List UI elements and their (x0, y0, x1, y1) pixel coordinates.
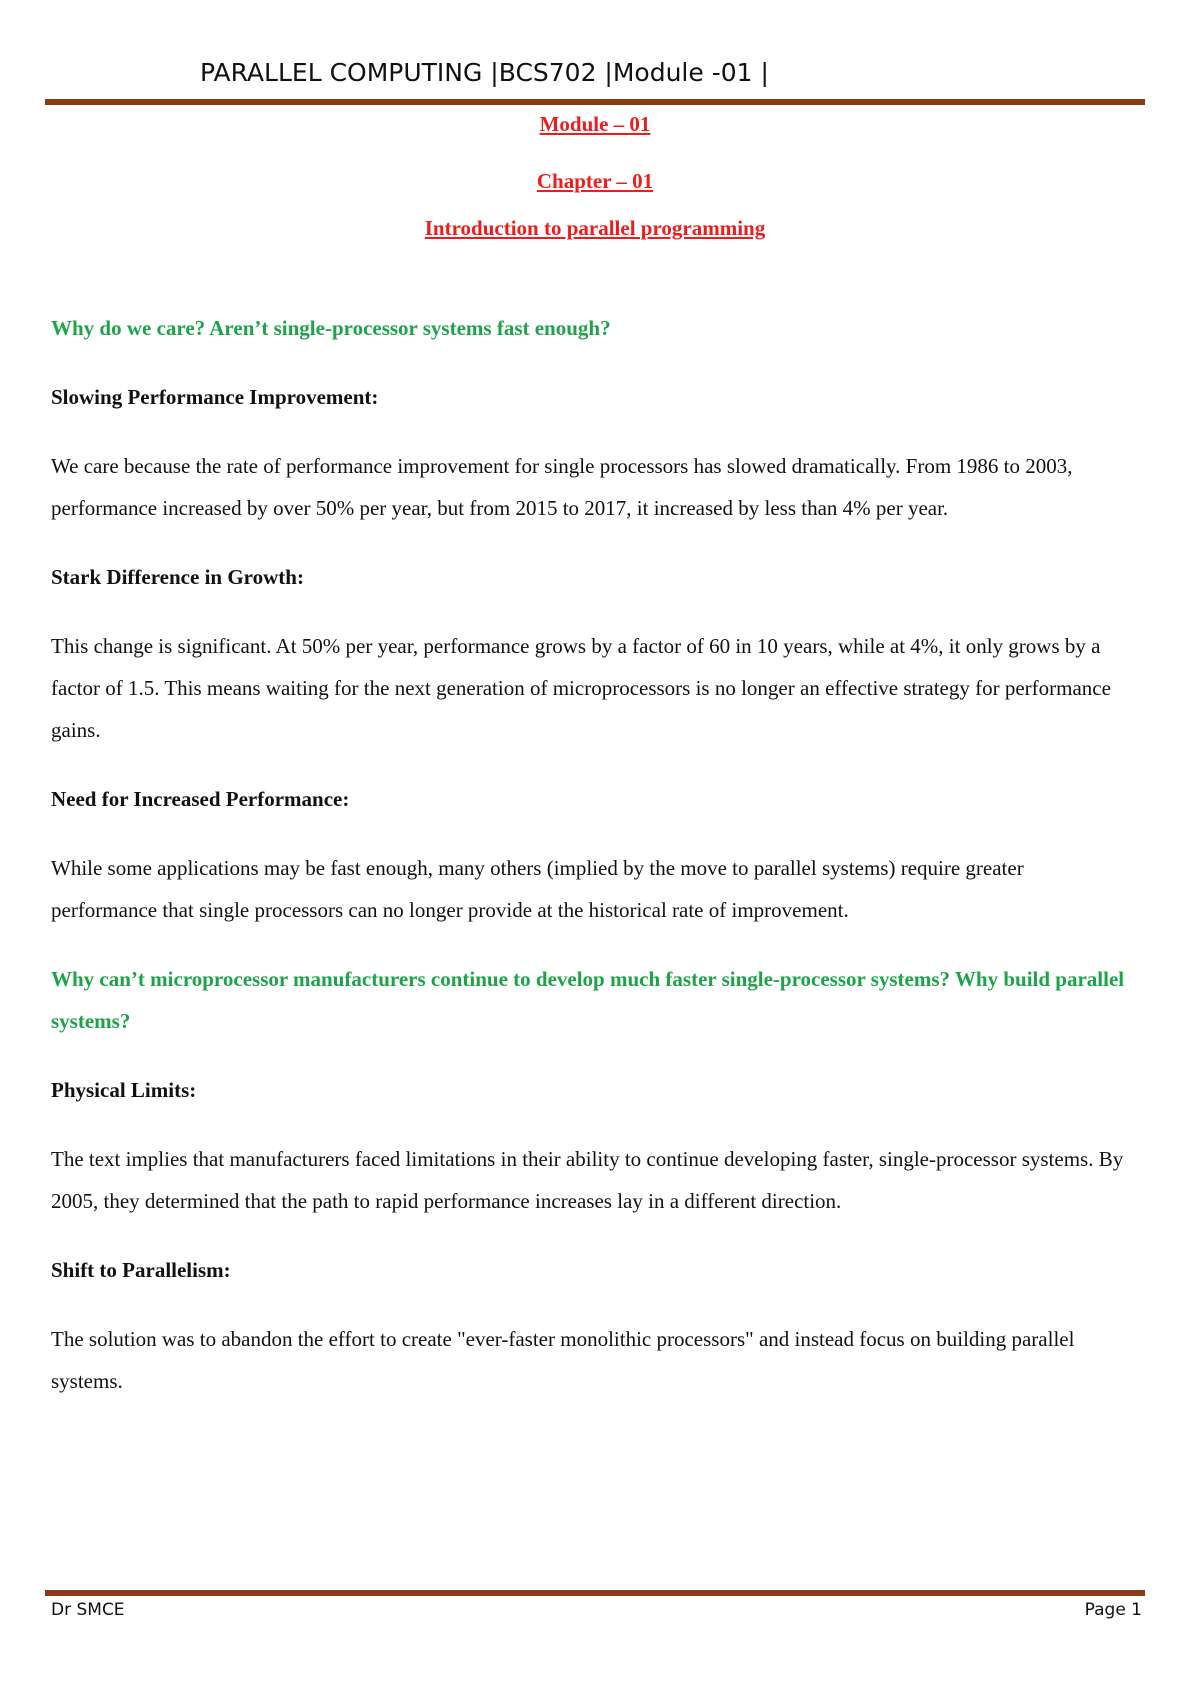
header-divider (45, 99, 1145, 105)
module-heading: Module – 01 (539, 112, 651, 136)
paragraph: While some applications may be fast enough, many others (implied by the move to parallel systems) require greater performance that single processors can no longer provide at the historical rate of improvement. (51, 856, 1024, 922)
paragraph: This change is significant. At 50% per year, performance grows by a factor of 60 in 10 years, while at 4%, it only grows by a factor of 1.5. This means waiting for the next generation of microprocessors is no longer an effective strategy for performance gains. (51, 634, 1111, 742)
paragraph: The text implies that manufacturers faced limitations in their ability to continue developing faster, single-processor systems. By 2005, they determined that the path to rapid performance increases lay in a different direction. (51, 1147, 1124, 1213)
header-title: PARALLEL COMPUTING |BCS702 |Module -01 | (200, 58, 769, 87)
sub-heading: Slowing Performance Improvement: (51, 385, 379, 409)
sub-heading: Shift to Parallelism: (51, 1258, 231, 1282)
footer-divider (45, 1590, 1145, 1596)
section-why-parallel (51, 958, 1131, 1402)
intro-heading: Introduction to parallel programming (424, 216, 766, 240)
section-question: Why can’t microprocessor manufacturers continue to develop much faster single-processor systems? Why build parallel systems? (51, 967, 1125, 1033)
paragraph: The solution was to abandon the effort to create "ever-faster monolithic processors" and instead focus on building parallel systems. (51, 1327, 1075, 1393)
document-body (51, 307, 1131, 1429)
sub-heading: Stark Difference in Growth: (51, 565, 304, 589)
paragraph: We care because the rate of performance improvement for single processors has slowed dramatically. From 1986 to 2003, performance increased by over 50% per year, but from 2015 to 2017, it increased by less than 4% per year. (51, 454, 1073, 520)
sub-heading: Physical Limits: (51, 1078, 197, 1102)
sub-heading: Need for Increased Performance: (51, 787, 350, 811)
chapter-heading: Chapter – 01 (536, 169, 654, 193)
footer-author: Dr SMCE (51, 1600, 125, 1620)
section-why-care (51, 307, 1131, 931)
page-number: Page 1 (1084, 1600, 1142, 1620)
section-question: Why do we care? Aren’t single-processor systems fast enough? (51, 316, 611, 340)
